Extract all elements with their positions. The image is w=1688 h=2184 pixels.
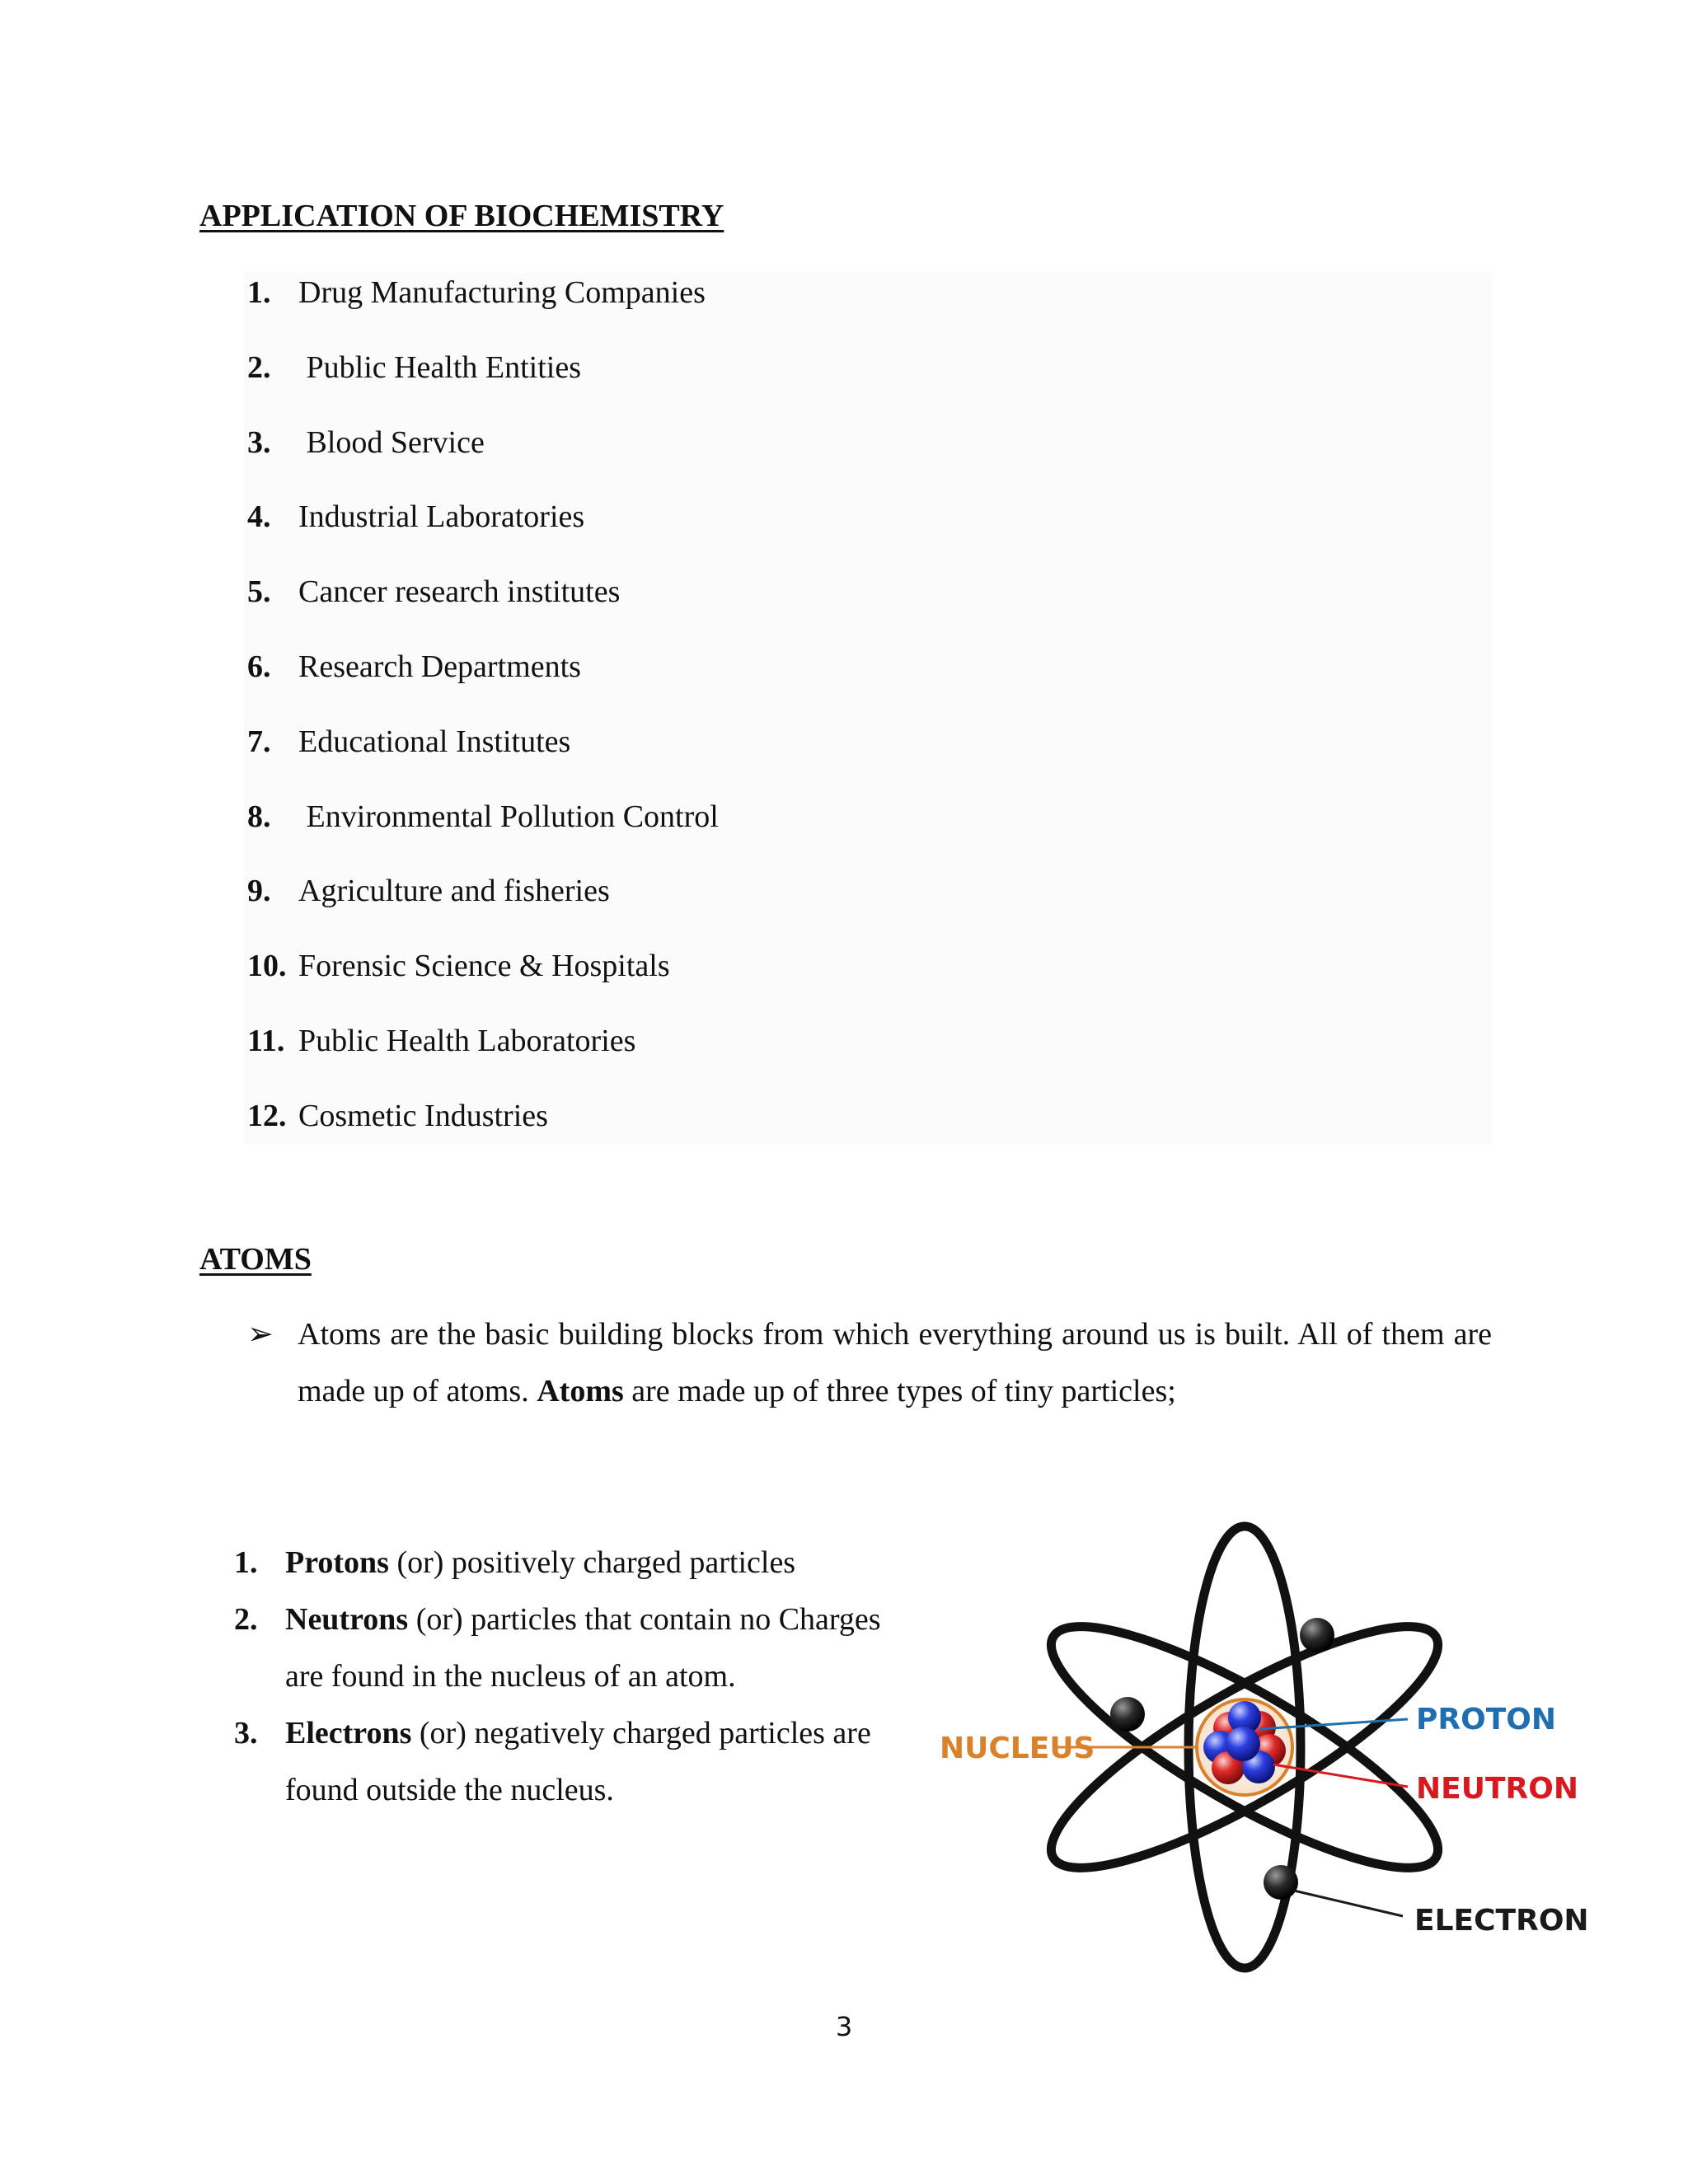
list-number: 3. [247, 424, 271, 460]
list-item-text: Public Health Entities [298, 349, 582, 385]
list-number: 9. [247, 874, 271, 909]
list-number: 4. [247, 499, 271, 535]
list-number: 8. [247, 799, 271, 834]
particle-description: (or) negatively charged particles are found outside the nucleus. [285, 1716, 871, 1807]
list-number: 10. [247, 949, 287, 984]
list-number: 5. [247, 574, 271, 610]
atoms-intro-text [298, 1306, 1492, 1420]
nucleus-label: NUCLEUS [940, 1732, 1095, 1765]
list-item-text: Educational Institutes [298, 724, 571, 759]
section-heading-atoms: ATOMS [199, 1242, 312, 1277]
page-number: 3 [835, 2011, 853, 2042]
proton-label: PROTON [1416, 1703, 1556, 1736]
list-item [247, 1095, 719, 1170]
list-number: 11. [247, 1023, 285, 1058]
electron-particle [1264, 1865, 1298, 1900]
electron-particle [1110, 1697, 1145, 1732]
list-item-text: Public Health Laboratories [298, 1023, 636, 1058]
neutron-label: NEUTRON [1416, 1772, 1578, 1806]
particle-name: Electrons [285, 1716, 412, 1750]
applications-list [247, 272, 719, 1170]
list-item [247, 646, 719, 721]
intro-text-part-2: are made up of three types of tiny particles; [623, 1374, 1176, 1408]
list-item [247, 422, 719, 497]
atoms-intro-paragraph [247, 1306, 1492, 1420]
electron-pointer-line [1294, 1891, 1403, 1916]
proton-particle [1226, 1727, 1260, 1761]
list-item [247, 870, 719, 945]
list-item-text: Research Departments [298, 649, 581, 684]
list-number: 12. [247, 1098, 287, 1133]
list-item [247, 796, 719, 871]
arrow-bullet-icon: ➢ [247, 1317, 274, 1352]
list-number: 1. [247, 275, 271, 310]
list-item [247, 721, 719, 796]
list-item [247, 496, 719, 571]
particle-description: (or) particles that contain no Charges are found in the nucleus of an atom. [285, 1602, 881, 1694]
list-item [247, 347, 719, 422]
list-item-neutrons [234, 1591, 912, 1705]
list-number: 6. [247, 649, 271, 684]
list-item-text: Agriculture and fisheries [298, 874, 610, 909]
list-item-text: Blood Service [298, 424, 485, 460]
list-item-text: Industrial Laboratories [298, 499, 585, 535]
list-item [247, 272, 719, 347]
list-item [247, 571, 719, 646]
list-number: 2. [247, 349, 271, 385]
list-number: 7. [247, 724, 271, 759]
list-number: 3. [234, 1716, 258, 1750]
list-item-text: Cosmetic Industries [298, 1098, 548, 1133]
list-item-text: Cancer research institutes [298, 574, 621, 610]
intro-text-bold: Atoms [537, 1374, 624, 1408]
particle-list [234, 1535, 912, 1819]
electron-label: ELECTRON [1414, 1904, 1589, 1938]
electron-particle [1300, 1618, 1334, 1652]
list-item-text: Environmental Pollution Control [298, 799, 719, 834]
list-item [247, 1020, 719, 1095]
list-item-text: Drug Manufacturing Companies [298, 275, 706, 310]
list-item [247, 945, 719, 1020]
intro-text-part-1: Atoms are the basic building blocks from which everything around us is built. All of them are made up of atoms. [298, 1317, 1492, 1408]
list-item-text: Forensic Science & Hospitals [298, 949, 670, 984]
nucleus [1197, 1699, 1292, 1795]
list-number: 2. [234, 1602, 258, 1637]
particle-name: Neutrons [285, 1602, 409, 1637]
particle-name: Protons [285, 1545, 389, 1580]
list-number: 1. [234, 1545, 258, 1580]
list-item-protons [234, 1535, 912, 1591]
section-heading-applications: APPLICATION OF BIOCHEMISTRY [199, 199, 724, 233]
atom-diagram [931, 1515, 1589, 1976]
list-item-electrons [234, 1705, 912, 1819]
particle-description: (or) positively charged particles [388, 1545, 796, 1580]
